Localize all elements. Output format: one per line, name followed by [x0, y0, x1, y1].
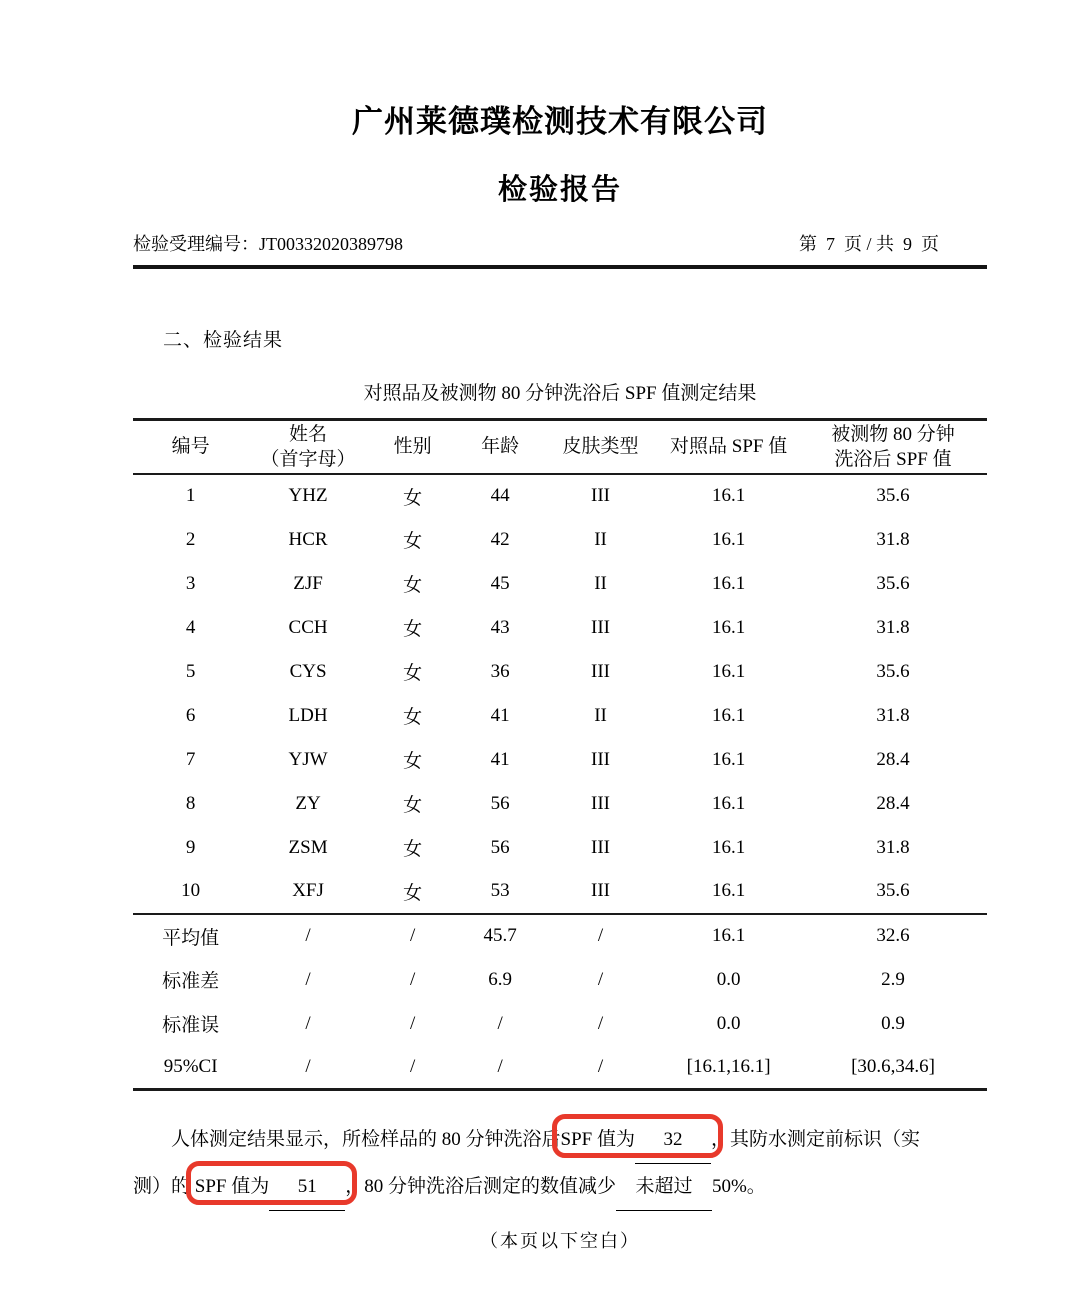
table-cell: 16.1 — [711, 572, 746, 594]
table-cell: 0.0 — [716, 968, 741, 990]
table-cell: 2.9 — [881, 968, 905, 990]
column-header-skin-type: 皮肤类型 — [562, 436, 639, 458]
table-row — [133, 782, 987, 826]
blank-value-spf-before: 51 — [269, 1164, 345, 1211]
table-cell: 16.1 — [711, 528, 746, 550]
table-cell: 0.0 — [716, 1012, 741, 1034]
table-cell: / — [410, 1012, 416, 1034]
table-cell: 16.1 — [711, 704, 746, 726]
table-cell: 女 — [403, 487, 423, 509]
table-cell: 平均值 — [162, 927, 220, 949]
table-cell: 女 — [403, 795, 423, 816]
table-row — [133, 694, 987, 738]
table-cell: / — [410, 1055, 416, 1077]
table-cell: III — [591, 485, 610, 506]
table-cell: / — [410, 925, 416, 946]
conclusion-line-1: 人体测定结果显示，所检样品的 80 分钟洗浴后SPF 值为 32 ，其防水测定前标识（实 — [133, 1117, 987, 1164]
table-cell: 31.8 — [876, 528, 910, 550]
table-cell: / — [305, 1012, 311, 1034]
table-cell: ZSM — [288, 836, 328, 858]
table-cell: 2 — [185, 528, 196, 550]
table-header-row — [133, 420, 987, 474]
table-cell: 女 — [403, 663, 423, 684]
table-cell: / — [410, 968, 416, 990]
column-header-age: 年龄 — [481, 436, 520, 458]
table-row — [133, 650, 987, 694]
blank-value-spf-after: 32 — [635, 1117, 711, 1164]
annotation-box-1: SPF 值为 32 — [561, 1129, 711, 1150]
table-cell: 31.8 — [876, 704, 910, 726]
table-stats-row — [133, 1002, 987, 1046]
table-cell: 女 — [403, 575, 423, 596]
table-cell: / — [305, 968, 311, 990]
table-cell: ZY — [295, 792, 321, 814]
table-cell: 女 — [403, 531, 423, 552]
table-cell: 32.6 — [876, 925, 910, 946]
table-cell: 53 — [490, 880, 510, 901]
table-cell: 标准误 — [162, 1015, 220, 1036]
table-cell: 女 — [403, 707, 423, 728]
table-cell: 女 — [403, 751, 423, 772]
table-cell: 35.6 — [876, 572, 910, 594]
table-cell: III — [591, 616, 610, 638]
table-cell: 16.1 — [711, 880, 746, 901]
table-cell: [16.1,16.1] — [686, 1055, 771, 1077]
table-cell: 10 — [181, 880, 201, 901]
table-stats-row — [133, 1046, 987, 1090]
table-title: 对照品及被测物 80 分钟洗浴后 SPF 值测定结果 — [363, 383, 757, 404]
column-header-number: 编号 — [171, 436, 210, 458]
results-table — [133, 418, 987, 1091]
acceptance-number-value: JT00332020389798 — [259, 234, 403, 254]
table-row — [133, 562, 987, 606]
table-header — [133, 420, 987, 474]
table-cell: 42 — [490, 528, 510, 550]
blank-value-not-exceed: 未超过 — [616, 1164, 712, 1211]
table-cell: / — [305, 1055, 311, 1077]
table-cell: 41 — [490, 704, 510, 726]
table-cell: 16.1 — [711, 748, 746, 770]
table-cell: 56 — [490, 792, 510, 814]
table-row — [133, 826, 987, 870]
table-cell: 28.4 — [876, 792, 910, 814]
acceptance-number — [133, 230, 403, 256]
table-cell: II — [594, 572, 607, 594]
section-heading: 二、检验结果 — [163, 330, 284, 351]
table-cell: CCH — [288, 616, 328, 638]
table-cell: 35.6 — [876, 660, 910, 682]
table-cell: 45.7 — [483, 925, 517, 946]
table-cell: III — [591, 660, 610, 682]
table-row — [133, 738, 987, 782]
table-cell: HCR — [288, 528, 328, 550]
table-cell: 31.8 — [876, 836, 910, 858]
table-cell: 女 — [403, 619, 423, 640]
table-cell: 6 — [185, 704, 196, 726]
table-cell: 7 — [185, 748, 196, 770]
meta-row — [133, 230, 987, 269]
table-cell: 28.4 — [876, 748, 910, 770]
table-cell: 35.6 — [876, 485, 910, 506]
table-row — [133, 870, 987, 914]
table-cell: YHZ — [288, 485, 328, 506]
footer-note: （本页以下空白） — [480, 1231, 640, 1251]
table-cell: LDH — [288, 704, 328, 726]
table-cell: II — [594, 528, 607, 550]
table-cell: 4 — [185, 616, 196, 638]
table-cell: III — [591, 792, 610, 814]
table-cell: 标准差 — [162, 971, 220, 992]
page-indicator: 第 7 页 / 共 9 页 — [798, 234, 939, 254]
table-cell: 31.8 — [876, 616, 910, 638]
table-cell: 36 — [490, 660, 510, 682]
table-cell: 43 — [490, 616, 510, 638]
table-cell: / — [597, 968, 604, 990]
table-cell: / — [597, 1012, 604, 1034]
table-cell: 44 — [490, 485, 510, 506]
table-cell: / — [597, 1055, 604, 1077]
table-cell: 5 — [185, 660, 196, 682]
table-cell: 95%CI — [163, 1055, 218, 1077]
annotation-box-2: SPF 值为 51 — [195, 1176, 345, 1197]
table-cell: 41 — [490, 748, 510, 770]
column-header-gender: 性别 — [393, 436, 432, 458]
table-cell: 16.1 — [711, 925, 746, 946]
table-cell: CYS — [289, 660, 327, 682]
table-cell: 16.1 — [711, 792, 746, 814]
table-cell: III — [591, 748, 610, 770]
table-cell: 3 — [185, 572, 196, 594]
table-cell: / — [497, 1012, 503, 1034]
table-cell: / — [497, 1055, 503, 1077]
table-cell: 16.1 — [711, 485, 746, 506]
table-cell: 16.1 — [711, 660, 746, 682]
company-title: 广州莱德璞检测技术有限公司 — [352, 104, 768, 139]
table-cell: 0.9 — [881, 1012, 905, 1034]
column-header-sample-spf: 被测物 80 分钟 洗浴后 SPF 值 — [831, 423, 955, 470]
table-cell: 女 — [403, 839, 423, 860]
table-cell: 8 — [185, 792, 196, 814]
table-cell: 女 — [403, 882, 423, 904]
table-cell: III — [591, 880, 610, 901]
table-cell: / — [305, 925, 311, 946]
table-cell: 35.6 — [876, 880, 910, 901]
table-cell: 6.9 — [488, 968, 513, 990]
table-row — [133, 606, 987, 650]
acceptance-number-label: 检验受理编号： — [133, 234, 259, 254]
table-cell: [30.6,34.6] — [851, 1055, 935, 1077]
table-stats-row — [133, 958, 987, 1002]
table-cell: III — [591, 836, 610, 858]
table-stats-body — [133, 914, 987, 1090]
column-header-name: 姓名 （首字母） — [260, 423, 356, 470]
table-cell: / — [597, 925, 604, 946]
table-cell: 9 — [185, 836, 196, 858]
table-cell: ZJF — [293, 572, 323, 594]
table-row — [133, 474, 987, 518]
table-cell: XFJ — [292, 880, 324, 901]
table-cell: YJW — [288, 748, 328, 770]
table-cell: 16.1 — [711, 616, 746, 638]
table-body — [133, 474, 987, 914]
table-row — [133, 518, 987, 562]
conclusion-line-2: 测）的 SPF 值为 51 ，80 分钟洗浴后测定的数值减少 未超过 50%。 — [133, 1164, 987, 1211]
table-cell: 45 — [490, 572, 510, 594]
report-title: 检验报告 — [497, 174, 622, 206]
table-cell: 16.1 — [711, 836, 746, 858]
table-stats-row — [133, 914, 987, 958]
conclusion-paragraph — [133, 1117, 987, 1211]
table-cell: 56 — [490, 836, 510, 858]
table-cell: 1 — [185, 485, 196, 506]
table-cell: II — [594, 704, 607, 726]
column-header-control-spf: 对照品 SPF 值 — [670, 436, 788, 458]
